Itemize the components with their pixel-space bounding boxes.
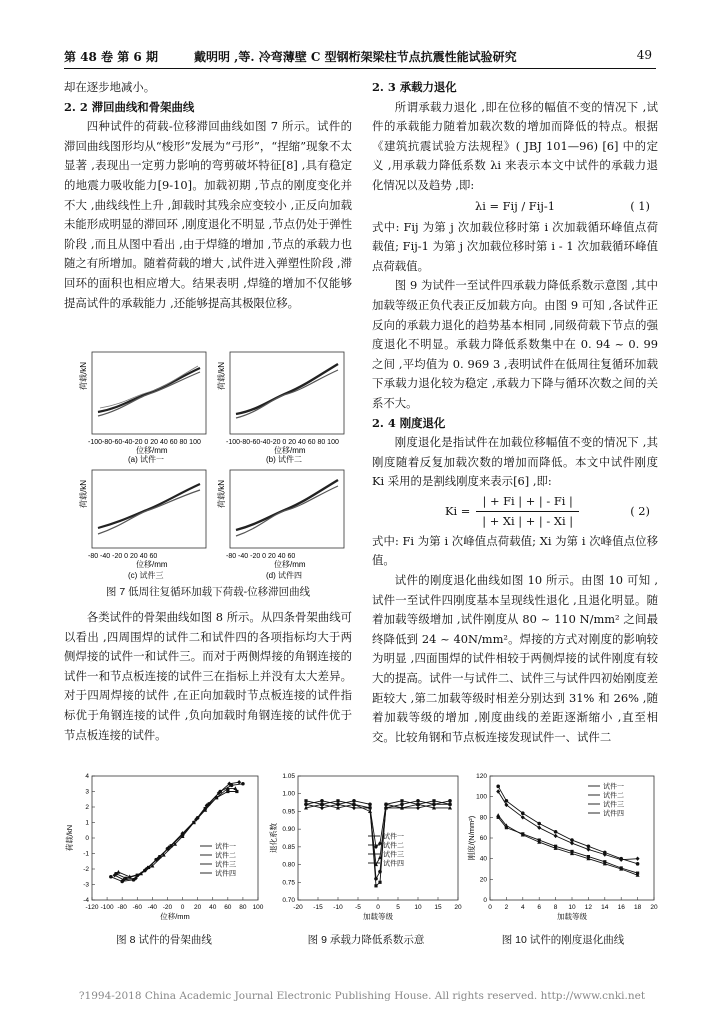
x-tick-label: -20 xyxy=(293,904,303,911)
header-title: 戴明明 ,等. 冷弯薄壁 C 型钢桁架梁柱节点抗震性能试验研究 xyxy=(194,50,517,64)
data-point xyxy=(116,870,120,874)
fig7-xticks: -100-80-60-40-20 0 20 40 60 80 100 xyxy=(226,439,339,446)
paragraph: 所谓承载力退化 ,即在位移的幅值不变的情况下 ,试件的承载能力随着加载次数的增加而降低的特点。根据《建筑抗震试验方法规程》( JBJ 101—96) [6] 中的定义 ,用承载力降低系数 λi 来表示本文中试件的承载力退化情况以及趋势 ,即: xyxy=(372,99,658,192)
x-axis-label: 加载等级 xyxy=(363,912,393,921)
fig7-ylabel: 荷载/kN xyxy=(217,362,226,390)
legend-label: 试件二 xyxy=(215,852,236,860)
data-point xyxy=(496,785,500,789)
y-tick-label: 120 xyxy=(476,773,487,780)
figure-8-skeleton-curves xyxy=(64,770,264,930)
legend-label: 试件三 xyxy=(603,801,624,809)
equation-2-fraction xyxy=(476,492,579,532)
series-line-1 xyxy=(306,801,450,886)
equation-2-lhs: Ki = xyxy=(444,504,471,519)
legend-label: 试件四 xyxy=(603,810,624,818)
y-tick-label: 0.75 xyxy=(282,879,295,887)
paragraph: 试件的刚度退化曲线如图 10 所示。由图 10 可知 ,试件一至试件四刚度基本呈现线性退化 ,且退化明显。随着加载等级增加 ,试件刚度从 80 ~ 110 N/mm² 之间最终降低到 24 ~ 40N/mm²。焊接的方式对刚度的影响较为明显 ,四面围焊的试件相较于两侧焊接的试件刚度有较大的提高。试件一与试件二、试件三与试件四初始刚度差距较大 ,第二加载等级时相差分别达到 31% 和 26% ,随着加载等级的增加 ,刚度曲线的差距逐渐缩小 ,直至相交。比较角钢和节点板连接发现试件一、试件二 xyxy=(372,573,658,744)
header-rule xyxy=(64,68,656,69)
y-tick-label: -3 xyxy=(83,881,89,889)
section-heading-2-3: 2. 3 承载力退化 xyxy=(372,80,457,94)
paragraph: 四种试件的荷载-位移滞回曲线如图 7 所示。试件的滞回曲线图形均从“梭形”发展为“弓形”，“捏缩”现象不太显著 ,表现出一定剪力影响的弯剪破坏特征[8] ,具有稳定的地震力吸收能力[9-10]。加载初期 ,节点的刚度变化并不大 ,曲线线性上升 ,卸载时其残余应变较小 ,正反向加载未能形成明显的滞回环 ,刚度退化不明显 ,节点仍处于弹性阶段 ,而且从图中看出 ,由于焊缝的增加 ,节点的承载力也随之有所增加。随着荷载的增大 ,试件进入弹塑性阶段 ,滞回环的面积也相应增大。结果表明 ,焊缝的增加不仅能够提高试件的承载能力 ,还能够提高其极限位移。 xyxy=(64,119,352,310)
x-tick-label: -15 xyxy=(313,904,323,911)
equation-2-numerator: | + Fi | + | - Fi | xyxy=(476,492,578,513)
legend-label: 试件一 xyxy=(603,783,624,791)
data-point xyxy=(496,813,500,817)
fig7-xticks: -100-80-60-40-20 0 20 40 60 80 100 xyxy=(88,439,201,446)
data-point xyxy=(378,870,382,874)
section-heading-2-4: 2. 4 刚度退化 xyxy=(372,415,446,430)
copyright-footer: ?1994-2018 China Academic Journal Electronic Publishing House. All rights reserved. http://www.cnki.net xyxy=(78,990,646,1002)
data-point xyxy=(432,802,436,806)
data-point xyxy=(336,799,339,802)
data-point xyxy=(416,806,420,810)
y-axis-label: 退化系数 xyxy=(269,823,278,853)
equation-1 xyxy=(372,196,658,218)
x-tick-label: -20 xyxy=(162,904,173,911)
figure-10-caption: 图 10 试件的刚度退化曲线 xyxy=(501,934,625,946)
y-tick-label: 0.70 xyxy=(282,897,295,904)
figure-9-caption: 图 9 承载力降低系数示意 xyxy=(307,934,425,946)
y-tick-label: 0 xyxy=(483,897,487,904)
y-tick-label: 0.95 xyxy=(282,808,295,816)
section-heading-2-2: 2. 2 滞回曲线和骨架曲线 xyxy=(64,99,195,114)
data-point xyxy=(521,811,525,815)
data-point xyxy=(235,790,238,793)
equation-1-number: ( 1) xyxy=(630,198,650,213)
y-axis-label: 荷载/kN xyxy=(65,824,74,852)
paragraph: 式中: Fi 为第 i 次峰值点荷载值; Xi 为第 i 次峰值点位移值。 xyxy=(372,533,658,568)
fig7-ylabel: 荷载/kN xyxy=(79,362,88,390)
figure-7-hysteresis xyxy=(80,350,350,582)
y-tick-label: 80 xyxy=(479,814,487,822)
x-tick-label: 10 xyxy=(568,904,576,911)
x-tick-label: 80 xyxy=(239,904,247,911)
x-tick-label: 10 xyxy=(414,904,422,911)
x-tick-label: 18 xyxy=(633,904,642,911)
x-tick-label: 0 xyxy=(376,904,380,911)
y-tick-label: 0.90 xyxy=(282,826,295,834)
data-point xyxy=(368,803,372,807)
page-number: 49 xyxy=(636,48,652,62)
data-point xyxy=(304,799,307,802)
subplot-d-label: (d) 试件四 xyxy=(266,571,302,580)
x-tick-label: 15 xyxy=(434,904,442,911)
equation-2-denominator: | + Xi | + | - Xi | xyxy=(482,514,574,529)
x-tick-label: -5 xyxy=(355,904,361,911)
figure-10-stiffness-degradation xyxy=(466,770,660,930)
figure-9-degradation-coefficient xyxy=(268,770,464,930)
x-tick-label: -80 xyxy=(117,904,127,911)
data-point xyxy=(432,799,435,802)
x-tick-label: 5 xyxy=(396,904,400,911)
series-line-2 xyxy=(306,801,450,879)
legend-label: 试件四 xyxy=(215,870,236,878)
legend-label: 试件三 xyxy=(215,861,236,869)
legend-label: 试件二 xyxy=(603,792,624,800)
data-point xyxy=(352,806,356,810)
plot-frame xyxy=(92,776,258,900)
y-tick-label: -2 xyxy=(83,866,89,873)
fig7-xlabel: 位移/mm xyxy=(274,446,306,455)
x-tick-label: 4 xyxy=(520,904,525,911)
data-point xyxy=(241,782,245,786)
paragraph: 图 9 为试件一至试件四承载力降低系数示意图 ,其中加载等级正负代表正反加载方向。由图 9 可知 ,各试件正反向的承载力退化的趋势基本相同 ,同级荷载下节点的强度退化不明显。承载力降低系数集中在 0. 94 ~ 0. 99 之间 ,平均值为 0. 969 3 ,表明试件在低周往复循环加载下承载力退化较为稳定 ,承载力下降与循环次数之间的关系不大。 xyxy=(372,278,658,410)
fig7-xlabel: 位移/mm xyxy=(136,560,168,569)
x-tick-label: 100 xyxy=(252,904,264,911)
data-point xyxy=(336,802,340,806)
fig7-xticks: -80 -40 -20 0 20 40 60 xyxy=(88,553,158,560)
x-tick-label: 20 xyxy=(650,904,658,911)
fig7-ylabel: 荷载/kN xyxy=(79,480,88,508)
y-tick-label: 1.05 xyxy=(282,773,295,780)
y-tick-label: -4 xyxy=(83,897,89,904)
y-tick-label: 60 xyxy=(479,835,487,842)
fig7-xlabel: 位移/mm xyxy=(136,446,168,455)
data-point xyxy=(554,834,558,838)
x-tick-label: 20 xyxy=(194,904,202,911)
data-point xyxy=(636,862,640,866)
data-point xyxy=(554,830,558,834)
y-axis-label: 刚度/(N/mm²) xyxy=(467,815,476,861)
data-point xyxy=(570,841,574,845)
series-line-4 xyxy=(306,804,450,847)
subplot-b-label: (b) 试件二 xyxy=(266,455,302,464)
x-tick-label: 0 xyxy=(488,904,492,911)
x-tick-label: 8 xyxy=(553,904,558,911)
subplot-d xyxy=(230,470,344,548)
issue-label: 第 48 卷 第 6 期 xyxy=(64,50,158,64)
left-column-bottom xyxy=(64,608,352,745)
y-tick-label: -1 xyxy=(83,850,89,858)
subplot-c-label: (c) 试件三 xyxy=(128,571,164,580)
data-point xyxy=(304,802,308,806)
legend-label: 试件二 xyxy=(383,842,404,850)
right-column xyxy=(372,78,658,747)
y-tick-label: 100 xyxy=(476,793,487,801)
data-point xyxy=(537,822,541,826)
x-tick-label: -60 xyxy=(132,904,142,911)
data-point xyxy=(378,881,381,884)
x-tick-label: -120 xyxy=(85,904,99,911)
figure-8-caption: 图 8 试件的骨架曲线 xyxy=(116,934,212,946)
equation-2-number: ( 2) xyxy=(630,504,650,519)
x-tick-label: 16 xyxy=(617,904,625,911)
x-tick-label: -40 xyxy=(147,904,158,911)
left-column-top xyxy=(64,78,352,313)
data-point xyxy=(320,806,324,810)
x-tick-label: -100 xyxy=(100,904,114,911)
y-tick-label: 1.00 xyxy=(282,790,295,798)
fig7-xticks: -80 -40 -20 0 20 40 60 xyxy=(226,553,296,560)
legend-label: 试件四 xyxy=(383,860,404,868)
y-tick-label: 20 xyxy=(479,876,487,884)
x-tick-label: 12 xyxy=(584,904,593,911)
subplot-b xyxy=(230,352,344,434)
x-tick-label: 14 xyxy=(601,904,609,911)
y-tick-label: 0 xyxy=(85,835,89,842)
data-point xyxy=(320,799,324,803)
x-tick-label: 40 xyxy=(209,904,217,911)
y-tick-label: 0.80 xyxy=(282,861,295,869)
subplot-a xyxy=(92,352,206,434)
data-point xyxy=(416,799,420,803)
subplot-c xyxy=(92,470,206,548)
y-tick-label: 3 xyxy=(85,788,89,796)
fig7-xlabel: 位移/mm xyxy=(274,560,306,569)
running-header xyxy=(64,48,656,68)
legend-label: 试件一 xyxy=(215,843,236,851)
series-line-1 xyxy=(498,817,637,873)
plot-frame xyxy=(490,776,654,900)
y-tick-label: 4 xyxy=(85,773,89,780)
data-point xyxy=(400,799,403,802)
x-tick-label: -10 xyxy=(333,904,343,911)
paragraph: 式中: Fij 为第 j 次加载位移时第 i 次加载循环峰值点荷载值; Fij-1 为第 j 次加载位移时第 i - 1 次加载循环峰值点荷载值。 xyxy=(372,219,658,273)
y-tick-label: 0.85 xyxy=(282,843,295,851)
data-point xyxy=(586,847,590,851)
data-point xyxy=(537,825,541,829)
x-tick-label: 60 xyxy=(224,904,232,911)
data-point xyxy=(636,856,640,860)
x-tick-label: 0 xyxy=(180,904,185,911)
equation-1-body: λi = Fij / Fij-1 xyxy=(475,198,555,213)
y-tick-label: 2 xyxy=(85,804,89,811)
data-point xyxy=(374,884,377,887)
y-tick-label: 40 xyxy=(479,855,487,863)
series-line-3 xyxy=(306,804,450,864)
data-point xyxy=(352,799,356,803)
paragraph: 各类试件的骨架曲线如图 8 所示。从四条骨架曲线可以看出 ,四周围焊的试件二和试件四的各项指标均大于两侧焊接的试件一和试件三。而对于两侧焊接的角钢连接的试件一和节点板连接的试件三在指标上并没有太大差异。对于四周焊接的试件 ,在正向加载时节点板连接的试件指标优于角钢连接的试件 ,负向加载时角钢连接的试件优于节点板连接的试件。 xyxy=(64,610,352,742)
plot-frame xyxy=(298,776,458,900)
x-axis-label: 加载等级 xyxy=(557,912,587,921)
data-point xyxy=(226,790,229,793)
x-axis-label: 位移/mm xyxy=(160,912,190,921)
equation-2 xyxy=(372,492,658,532)
legend-label: 试件一 xyxy=(383,833,404,841)
subplot-a-label: (a) 试件一 xyxy=(128,455,164,464)
x-tick-label: 2 xyxy=(504,904,509,911)
fig7-ylabel: 荷载/kN xyxy=(217,480,226,508)
data-point xyxy=(400,803,404,807)
x-tick-label: 6 xyxy=(537,904,542,911)
figure-7-caption: 图 7 低周往复循环加载下荷载-位移滞回曲线 xyxy=(105,586,311,598)
data-point xyxy=(109,875,113,879)
data-point xyxy=(448,799,452,803)
paragraph: 却在逐步地减小。 xyxy=(64,80,156,94)
x-tick-label: 20 xyxy=(454,904,462,911)
data-point xyxy=(374,877,378,881)
paragraph: 刚度退化是指试件在加载位移幅值不变的情况下 ,其刚度随着反复加载次数的增加而降低。本文中试件刚度 Ki 采用的是割线刚度来表示[6] ,即: xyxy=(372,435,658,489)
y-tick-label: 1 xyxy=(85,819,89,827)
legend-label: 试件三 xyxy=(383,851,404,859)
